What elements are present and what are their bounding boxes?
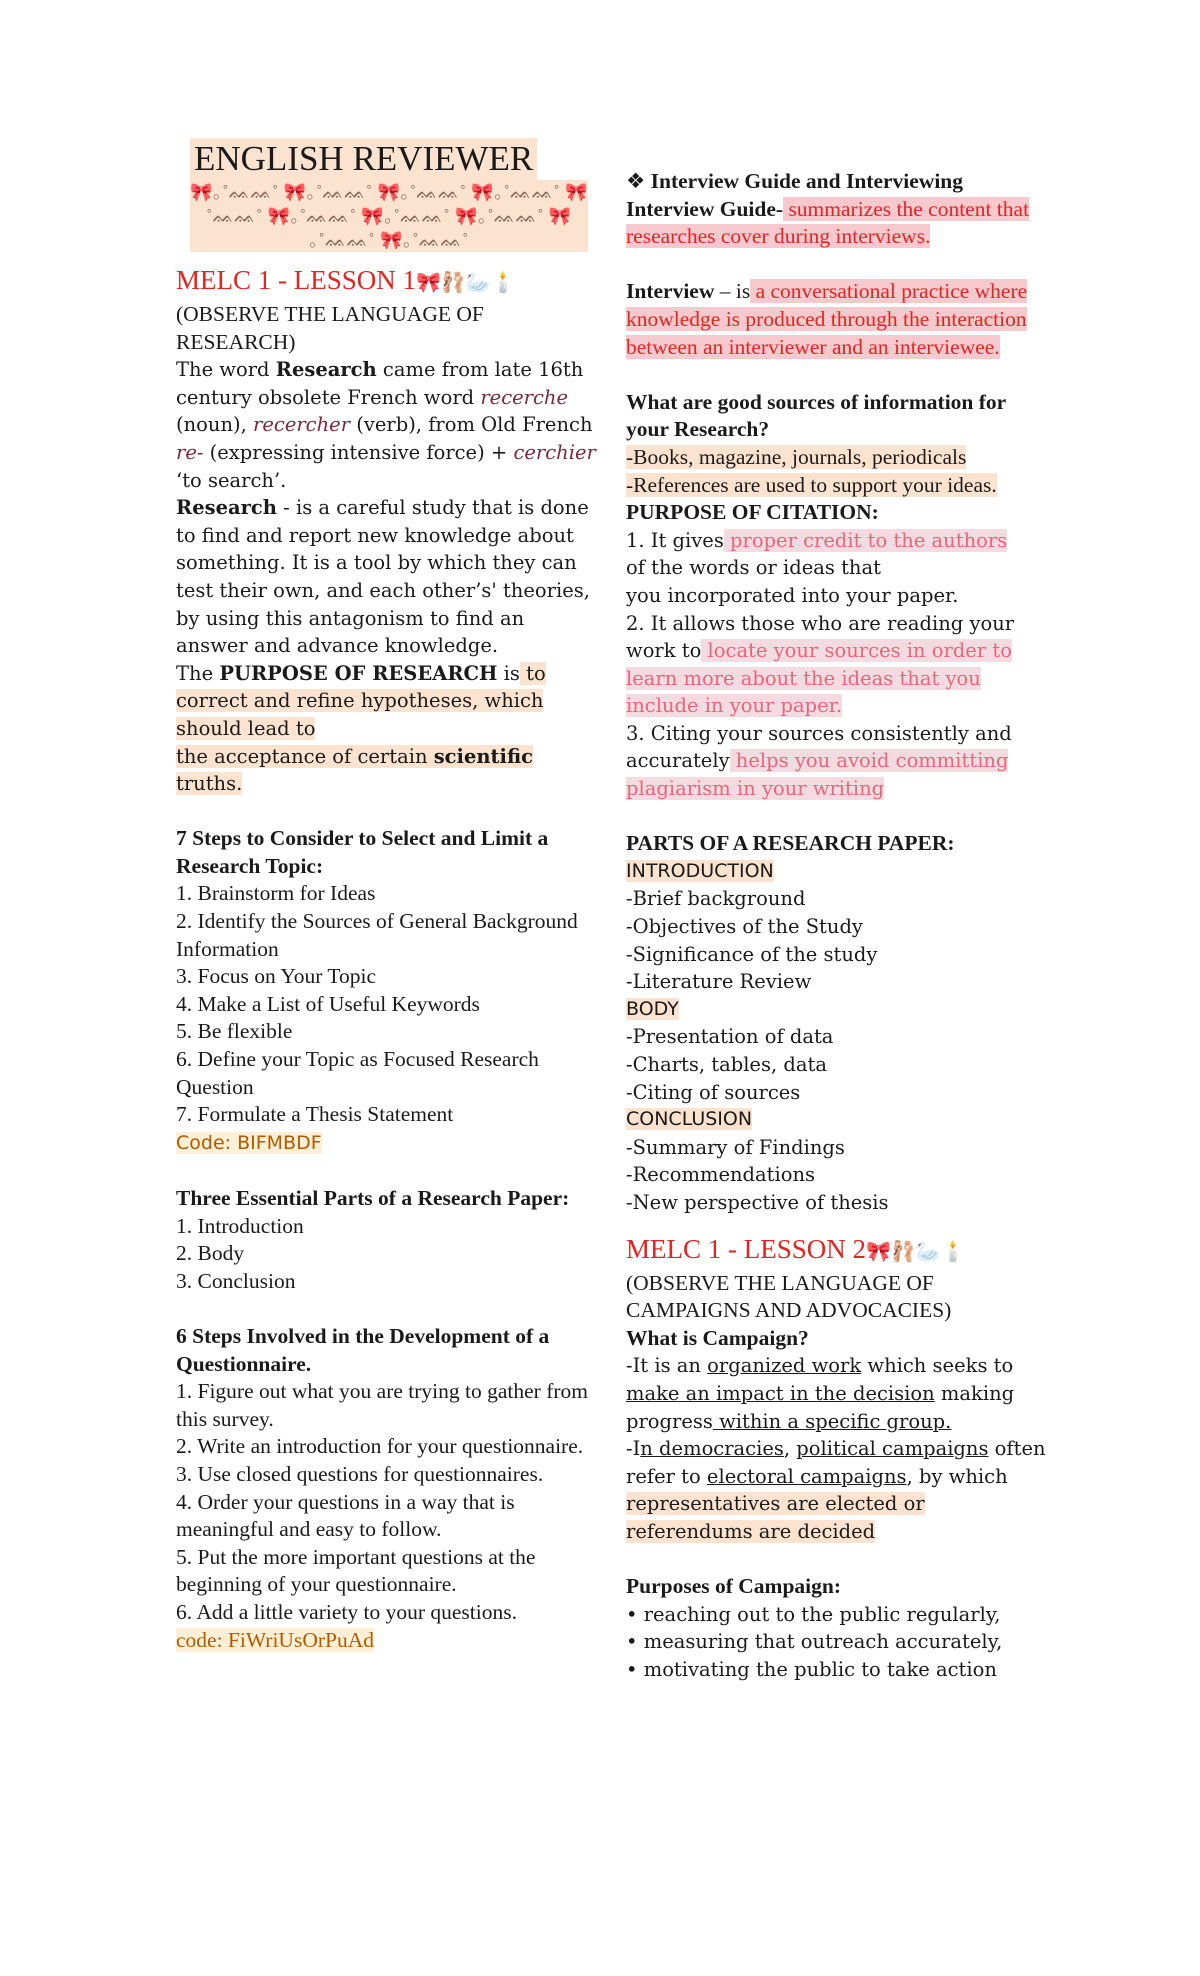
text: making progress <box>626 1381 1015 1433</box>
citation-3 <box>626 720 1046 803</box>
purposes-heading <box>626 1573 1046 1601</box>
text: – is <box>714 279 751 304</box>
list-item: 2. Body <box>176 1241 245 1266</box>
list-item: 5. Be flexible <box>176 1019 293 1044</box>
list-item: -Objectives of the Study <box>626 915 863 939</box>
lesson2-title: MELC 1 - LESSON 2 <box>626 1233 867 1264</box>
text: something. It is a tool by which they can test their own, and each other’s' theories, <box>176 551 590 602</box>
highlight: a conversational practice where knowledge is produced through the interaction between an interviewer and an interviewee. <box>626 279 1028 359</box>
interview-heading <box>626 168 1046 196</box>
underlined: make an impact in the decision <box>626 1381 935 1405</box>
steps6-code <box>176 1627 596 1655</box>
text: The word <box>176 358 276 382</box>
text: (expressing intensive force) + <box>203 440 514 464</box>
ribbon-icon: 🎀🩰🦢🕯️ <box>866 1240 966 1263</box>
highlight: -Books, magazine, journals, periodicals <box>626 444 967 469</box>
list-item <box>626 444 1046 472</box>
interview-def <box>626 278 1046 361</box>
campaign-question <box>626 1325 1046 1353</box>
list-item: -Brief background <box>626 887 806 911</box>
page-title: ENGLISH REVIEWER <box>190 138 537 180</box>
list-item: 3. Use closed questions for questionnaires. <box>176 1461 544 1486</box>
text: 2. It allows those who are reading your work to <box>626 611 1015 663</box>
list-item: -Summary of Findings <box>626 1135 845 1159</box>
list-item: -Charts, tables, data <box>626 1053 827 1076</box>
ribbon-icon: 🎀🩰🦢🕯️ <box>416 272 516 294</box>
section-intro <box>626 858 1046 886</box>
list-item: 1. Introduction <box>176 1213 304 1238</box>
lesson2-heading <box>626 1233 1046 1268</box>
list-item: • motivating the public to take action <box>626 1657 997 1681</box>
underlined: political campaigns <box>796 1437 989 1461</box>
text: - is a careful study that is done to find and report new knowledge about <box>176 496 589 547</box>
highlight: truths. <box>176 772 243 796</box>
underlined: electoral campaigns <box>706 1464 907 1488</box>
text: Purposes of Campaign: <box>626 1574 842 1599</box>
text: 1. It gives <box>626 528 724 552</box>
code-text: code: FiWriUsOrPuAd <box>176 1627 374 1652</box>
parts3-heading <box>176 1185 596 1213</box>
list-item: 1. Brainstorm for Ideas <box>176 881 376 906</box>
deco-line-2: ˚ᨐᨐ˚ 🎀｡˚ᨐᨐ˚ 🎀｡˚ᨐᨐ˚ 🎀｡˚ᨐᨐ˚ 🎀 <box>206 206 572 226</box>
highlight: the acceptance of certain <box>176 744 434 768</box>
text: which seeks to <box>861 1354 1014 1378</box>
left-column <box>176 138 596 1654</box>
text: you incorporated into your paper. <box>626 583 959 607</box>
highlight: proper credit to the authors <box>723 528 1008 552</box>
highlight: helps you avoid committing plagiarism in your writing <box>626 749 1009 801</box>
list-item: 1. Figure out what you are trying to gather from this survey. <box>176 1379 588 1431</box>
lesson1-heading <box>176 264 596 299</box>
text: Three Essential Parts of a Research Paper: <box>176 1186 570 1210</box>
term-interview: Interview <box>626 279 715 304</box>
research-purpose <box>176 660 596 798</box>
term-research-def: Research <box>176 496 277 520</box>
term-guide: Interview Guide- <box>626 196 784 221</box>
decorative-border <box>190 180 588 252</box>
lesson2-subtitle: (OBSERVE THE LANGUAGE OF CAMPAIGNS AND ADVOCACIES) <box>626 1270 952 1323</box>
list-item: 2. Identify the Sources of General Background Information <box>176 909 578 961</box>
text: -It is an <box>626 1354 708 1378</box>
list-item: -Literature Review <box>626 970 812 994</box>
citation-2 <box>626 610 1046 720</box>
deco-line-1: 🎀｡˚ᨐᨐ˚ 🎀｡˚ᨐᨐ˚ 🎀｡˚ᨐᨐ˚ 🎀｡˚ᨐᨐ˚ 🎀 <box>190 182 589 202</box>
campaign-def-1 <box>626 1352 1046 1435</box>
list-item: -Significance of the study <box>626 942 878 966</box>
list-item: 5. Put the more important questions at the beginning of your questionnaire. <box>176 1544 536 1597</box>
citation-1 <box>626 527 1046 610</box>
text: , <box>783 1437 797 1461</box>
text: is <box>497 661 520 685</box>
text: PURPOSE OF CITATION: <box>626 500 879 525</box>
list-item: -Recommendations <box>626 1163 816 1187</box>
text: , by which <box>906 1464 1008 1488</box>
campaign-def-2 <box>626 1435 1046 1545</box>
steps7-code <box>176 1129 596 1158</box>
text: Interview Guide and Interviewing <box>645 169 964 193</box>
highlight: -References are used to support your ideas. <box>626 472 997 497</box>
list-item <box>626 472 1046 500</box>
text: PARTS OF A RESEARCH PAPER: <box>626 831 955 856</box>
list-item: -Citing of sources <box>626 1080 801 1104</box>
text: 3. Citing your sources consistently and accurately <box>626 721 1012 773</box>
highlight: INTRODUCTION <box>626 859 774 882</box>
deco-line-3: ｡˚ᨐᨐ˚ 🎀｡˚ᨐᨐ˚ <box>309 230 469 250</box>
sources-heading <box>626 389 1046 444</box>
list-item: 6. Define your Topic as Focused Research Question <box>176 1047 539 1099</box>
list-item: 3. Conclusion <box>176 1268 296 1293</box>
research-definition <box>176 494 596 660</box>
citation-heading <box>626 499 1046 527</box>
text: (verb), from Old French <box>350 413 593 437</box>
research-origin <box>176 356 596 494</box>
text: of the words or ideas that <box>626 556 881 580</box>
text: What are good sources of information for your Research? <box>626 389 1006 442</box>
highlight: BODY <box>626 997 679 1020</box>
term-recerche: recerche <box>480 385 569 409</box>
paper-parts-heading <box>626 830 1046 858</box>
highlight: summarizes the content that researches cover during interviews. <box>626 196 1030 249</box>
term-research: Research <box>275 358 377 382</box>
lesson1-title: MELC 1 - LESSON 1 <box>176 265 417 295</box>
list-item: 2. Write an introduction for your questionnaire. <box>176 1434 584 1459</box>
diamond-bullet-icon: ❖ <box>626 169 646 193</box>
list-item: • measuring that outreach accurately, <box>626 1630 1003 1654</box>
list-item: 3. Focus on Your Topic <box>176 964 376 989</box>
term-cerchier: cerchier <box>513 440 596 464</box>
text: by using this antagonism to find an answer and advance knowledge. <box>176 606 525 658</box>
text: came from late 16th century obsolete French word <box>176 358 584 409</box>
text: (noun), <box>176 413 254 437</box>
highlight: representatives are elected or referendums are decided <box>626 1492 925 1543</box>
list-item: 7. Formulate a Thesis Statement <box>176 1102 454 1127</box>
list-item: 6. Add a little variety to your questions. <box>176 1599 517 1624</box>
steps6-heading <box>176 1323 596 1378</box>
term-purpose: PURPOSE OF RESEARCH <box>219 661 498 685</box>
highlight: CONCLUSION <box>626 1108 753 1131</box>
steps7-heading <box>176 825 596 880</box>
underlined: n democracies <box>640 1437 784 1461</box>
code-text: Code: BIFMBDF <box>176 1131 322 1154</box>
list-item: -New perspective of thesis <box>626 1190 889 1214</box>
text: -I <box>626 1437 641 1461</box>
term-recercher: recercher <box>253 413 351 437</box>
text: What is Campaign? <box>626 1325 809 1350</box>
right-column <box>626 138 1046 1683</box>
underlined: organized work <box>707 1354 862 1378</box>
list-item: 4. Make a List of Useful Keywords <box>176 991 480 1016</box>
text: often refer to <box>626 1437 1046 1488</box>
text: The <box>176 661 220 685</box>
term-re: re- <box>176 440 204 464</box>
highlight: to correct and refine hypotheses, which should lead to <box>176 661 546 740</box>
section-conclusion <box>626 1106 1046 1134</box>
underlined: within a specific group. <box>712 1409 952 1433</box>
list-item: -Presentation of data <box>626 1025 834 1049</box>
highlight: scientific <box>433 744 534 768</box>
interview-guide-def <box>626 196 1046 251</box>
steps7-list <box>176 880 596 1128</box>
text: 6 Steps Involved in the Development of a Questionnaire. <box>176 1323 550 1376</box>
lesson1-subtitle: (OBSERVE THE LANGUAGE OF RESEARCH) <box>176 302 484 354</box>
text: ‘to search’. <box>176 468 287 492</box>
list-item: 4. Order your questions in a way that is meaningful and easy to follow. <box>176 1489 515 1542</box>
list-item: • reaching out to the public regularly, <box>626 1602 1001 1626</box>
highlight: locate your sources in order to learn more about the ideas that you include in your paper. <box>626 639 1012 718</box>
text: 7 Steps to Consider to Select and Limit a Research Topic: <box>176 826 549 878</box>
section-body <box>626 996 1046 1024</box>
